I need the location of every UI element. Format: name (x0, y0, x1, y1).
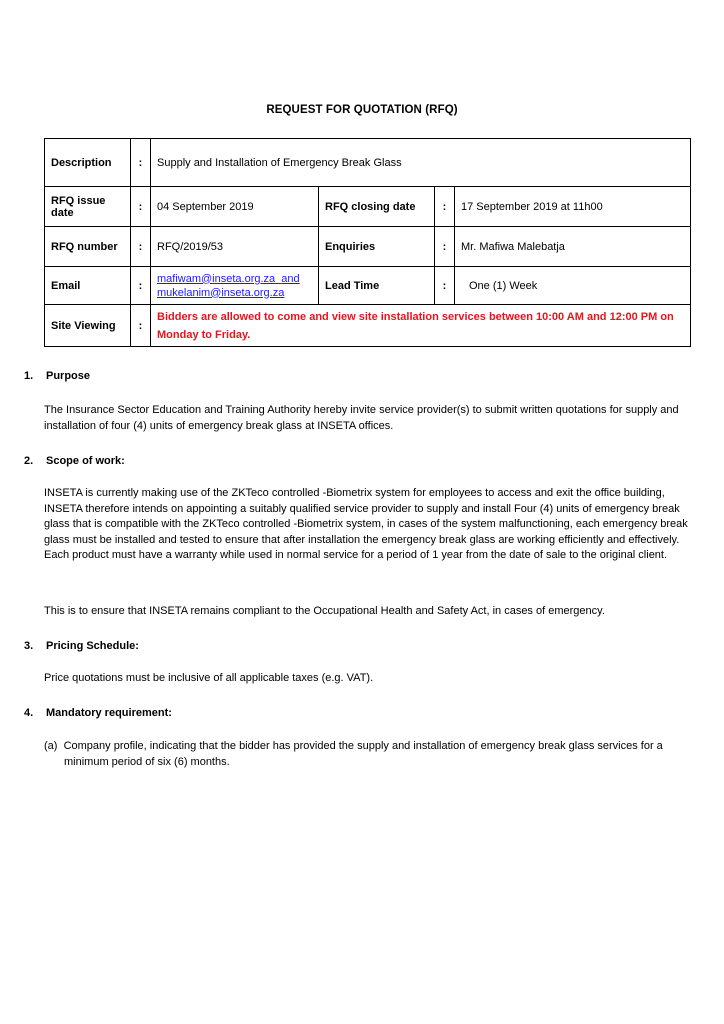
mandatory-item-a (44, 739, 692, 770)
section-title: Scope of work: (46, 455, 125, 467)
scope-paragraph-2: This is to ensure that INSETA remains compliant to the Occupational Health and Safety Act, in cases of emergency. (44, 605, 605, 617)
colon: : (131, 227, 151, 267)
site-viewing-label: Site Viewing (45, 305, 131, 347)
section-title: Mandatory requirement: (46, 707, 172, 719)
issue-date-value: 04 September 2019 (151, 187, 319, 227)
section-number: 2. (24, 455, 34, 467)
colon: : (435, 187, 455, 227)
colon: : (131, 187, 151, 227)
section-scope-heading (24, 455, 125, 467)
lead-time-label: Lead Time (319, 267, 435, 305)
row-rfq-number (45, 227, 691, 267)
enquiries-value: Mr. Mafiwa Malebatja (455, 227, 691, 267)
issue-date-label: RFQ issue date (45, 187, 131, 227)
description-value: Supply and Installation of Emergency Break Glass (151, 139, 691, 187)
closing-date-label: RFQ closing date (319, 187, 435, 227)
email-label: Email (45, 267, 131, 305)
rfq-number-label: RFQ number (45, 227, 131, 267)
closing-date-value: 17 September 2019 at 11h00 (455, 187, 691, 227)
row-description (45, 139, 691, 187)
email-link-1[interactable] (157, 272, 312, 286)
list-marker: (a) (44, 740, 58, 752)
section-number: 4. (24, 707, 34, 719)
row-dates (45, 187, 691, 227)
section-title: Purpose (46, 370, 91, 382)
section-number: 1. (24, 370, 34, 382)
email-address-1: mafiwam@inseta.org.za (157, 272, 276, 285)
lead-time-value: One (1) Week (455, 267, 691, 305)
purpose-paragraph: The Insurance Sector Education and Training Authority hereby invite service provider(s) to submit written quotations for supply and installation of four (4) units of emergency break glass at INSETA offices. (44, 404, 679, 432)
section-mandatory-heading (24, 707, 172, 719)
rfq-number-value: RFQ/2019/53 (151, 227, 319, 267)
description-label: Description (45, 139, 131, 187)
colon: : (435, 267, 455, 305)
list-item-text: Company profile, indicating that the bidder has provided the supply and installation of emergency break glass services for a minimum period of six (6) months. (63, 740, 663, 768)
email-link-2[interactable]: mukelanim@inseta.org.za (157, 286, 285, 299)
document-title: REQUEST FOR QUOTATION (RFQ) (266, 104, 458, 116)
section-pricing-heading (24, 640, 139, 652)
colon: : (131, 305, 151, 347)
colon: : (131, 139, 151, 187)
pricing-paragraph: Price quotations must be inclusive of all applicable taxes (e.g. VAT). (44, 672, 374, 684)
enquiries-label: Enquiries (319, 227, 435, 267)
rfq-info-table (44, 138, 691, 347)
section-number: 3. (24, 640, 34, 652)
row-email (45, 267, 691, 305)
email-and: and (281, 272, 300, 285)
section-title: Pricing Schedule: (46, 640, 139, 652)
site-viewing-value: Bidders are allowed to come and view site installation services between 10:00 AM and 12:00 PM on Monday to Friday. (151, 305, 691, 347)
email-values (151, 267, 319, 305)
scope-paragraph-1: INSETA is currently making use of the ZKTeco controlled -Biometrix system for employees to access and exit the office building, INSETA therefore intends on appointing a suitably qualified service provider to supply and install Four (4) units of emergency break glass that is compatible with the ZKTeco controlled -Biometrix system, in cases of the system malfunctioning, each emergency break glass must be installed and tested to ensure that after installation the emergency break glass are working efficiently and effectively. Each product must have a warranty while used in normal service for a period of 1 year from the date of sale to the original client. (44, 487, 688, 562)
row-site-viewing (45, 305, 691, 347)
section-purpose-heading (24, 370, 90, 382)
colon: : (131, 267, 151, 305)
colon: : (435, 227, 455, 267)
